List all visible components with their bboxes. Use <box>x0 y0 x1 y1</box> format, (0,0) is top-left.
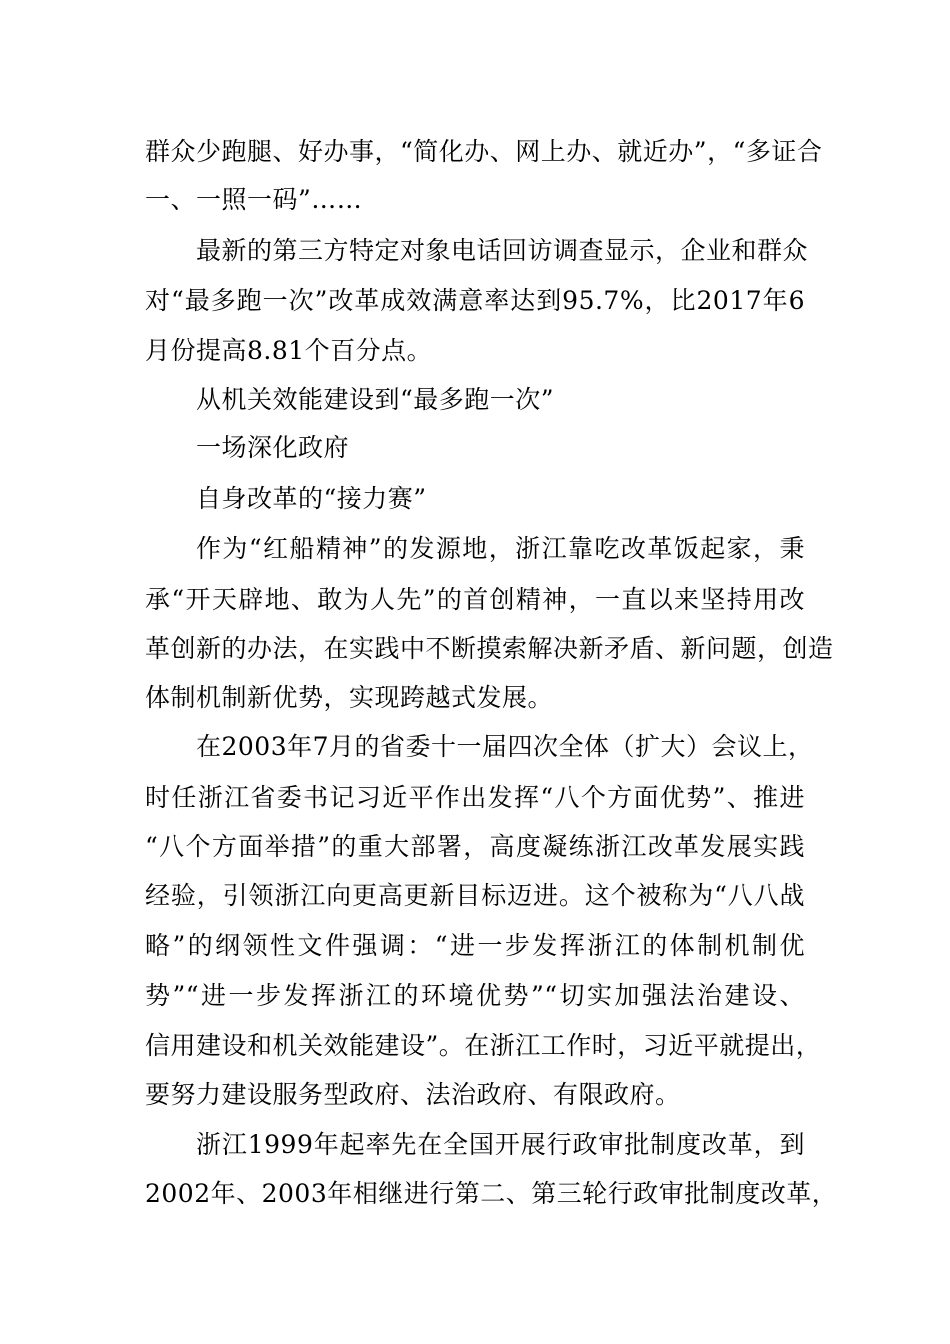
text-line: 群众少跑腿、好办事，“简化办、网上办、就近办”，“多证合 <box>145 137 823 166</box>
heading-line: 从机关效能建设到“最多跑一次” <box>196 385 555 414</box>
text-line: 月份提高8.81个百分点。 <box>145 336 433 365</box>
text-line: 信用建设和机关效能建设”。在浙江工作时，习近平就提出， <box>145 1031 822 1060</box>
text-line: 体制机制新优势，实现跨越式发展。 <box>145 683 554 712</box>
text-line: 浙江1999年起率先在全国开展行政审批制度改革，到 <box>196 1130 805 1159</box>
text-line: 时任浙江省委书记习近平作出发挥“八个方面优势”、推进 <box>145 783 805 812</box>
text-line: 2002年、2003年相继进行第二、第三轮行政审批制度改革， <box>145 1179 838 1208</box>
text-line: 在2003年7月的省委十一届四次全体（扩大）会议上， <box>196 732 814 761</box>
text-line: 革创新的办法，在实践中不断摸索解决新矛盾、新问题，创造 <box>145 634 834 663</box>
text-line: 要努力建设服务型政府、法治政府、有限政府。 <box>145 1080 681 1109</box>
text-line: 略”的纲领性文件强调：“进一步发挥浙江的体制机制优 <box>145 931 805 960</box>
text-line: 一、一照一码”…… <box>145 185 363 214</box>
text-line: 承“开天辟地、敢为人先”的首创精神，一直以来坚持用改 <box>145 585 805 614</box>
heading-line: 一场深化政府 <box>196 433 350 462</box>
text-line: 作为“红船精神”的发源地，浙江靠吃改革饭起家，秉 <box>196 534 805 563</box>
text-line: 对“最多跑一次”改革成效满意率达到95.7%，比2017年6 <box>145 286 805 315</box>
text-line: 最新的第三方特定对象电话回访调查显示，企业和群众 <box>196 236 809 265</box>
heading-line: 自身改革的“接力赛” <box>196 484 427 513</box>
text-line: 势”“进一步发挥浙江的环境优势”“切实加强法治建设、 <box>145 981 805 1010</box>
text-line: 经验，引领浙江向更高更新目标迈进。这个被称为“八八战 <box>145 881 805 910</box>
text-line: “八个方面举措”的重大部署，高度凝练浙江改革发展实践 <box>145 832 805 861</box>
